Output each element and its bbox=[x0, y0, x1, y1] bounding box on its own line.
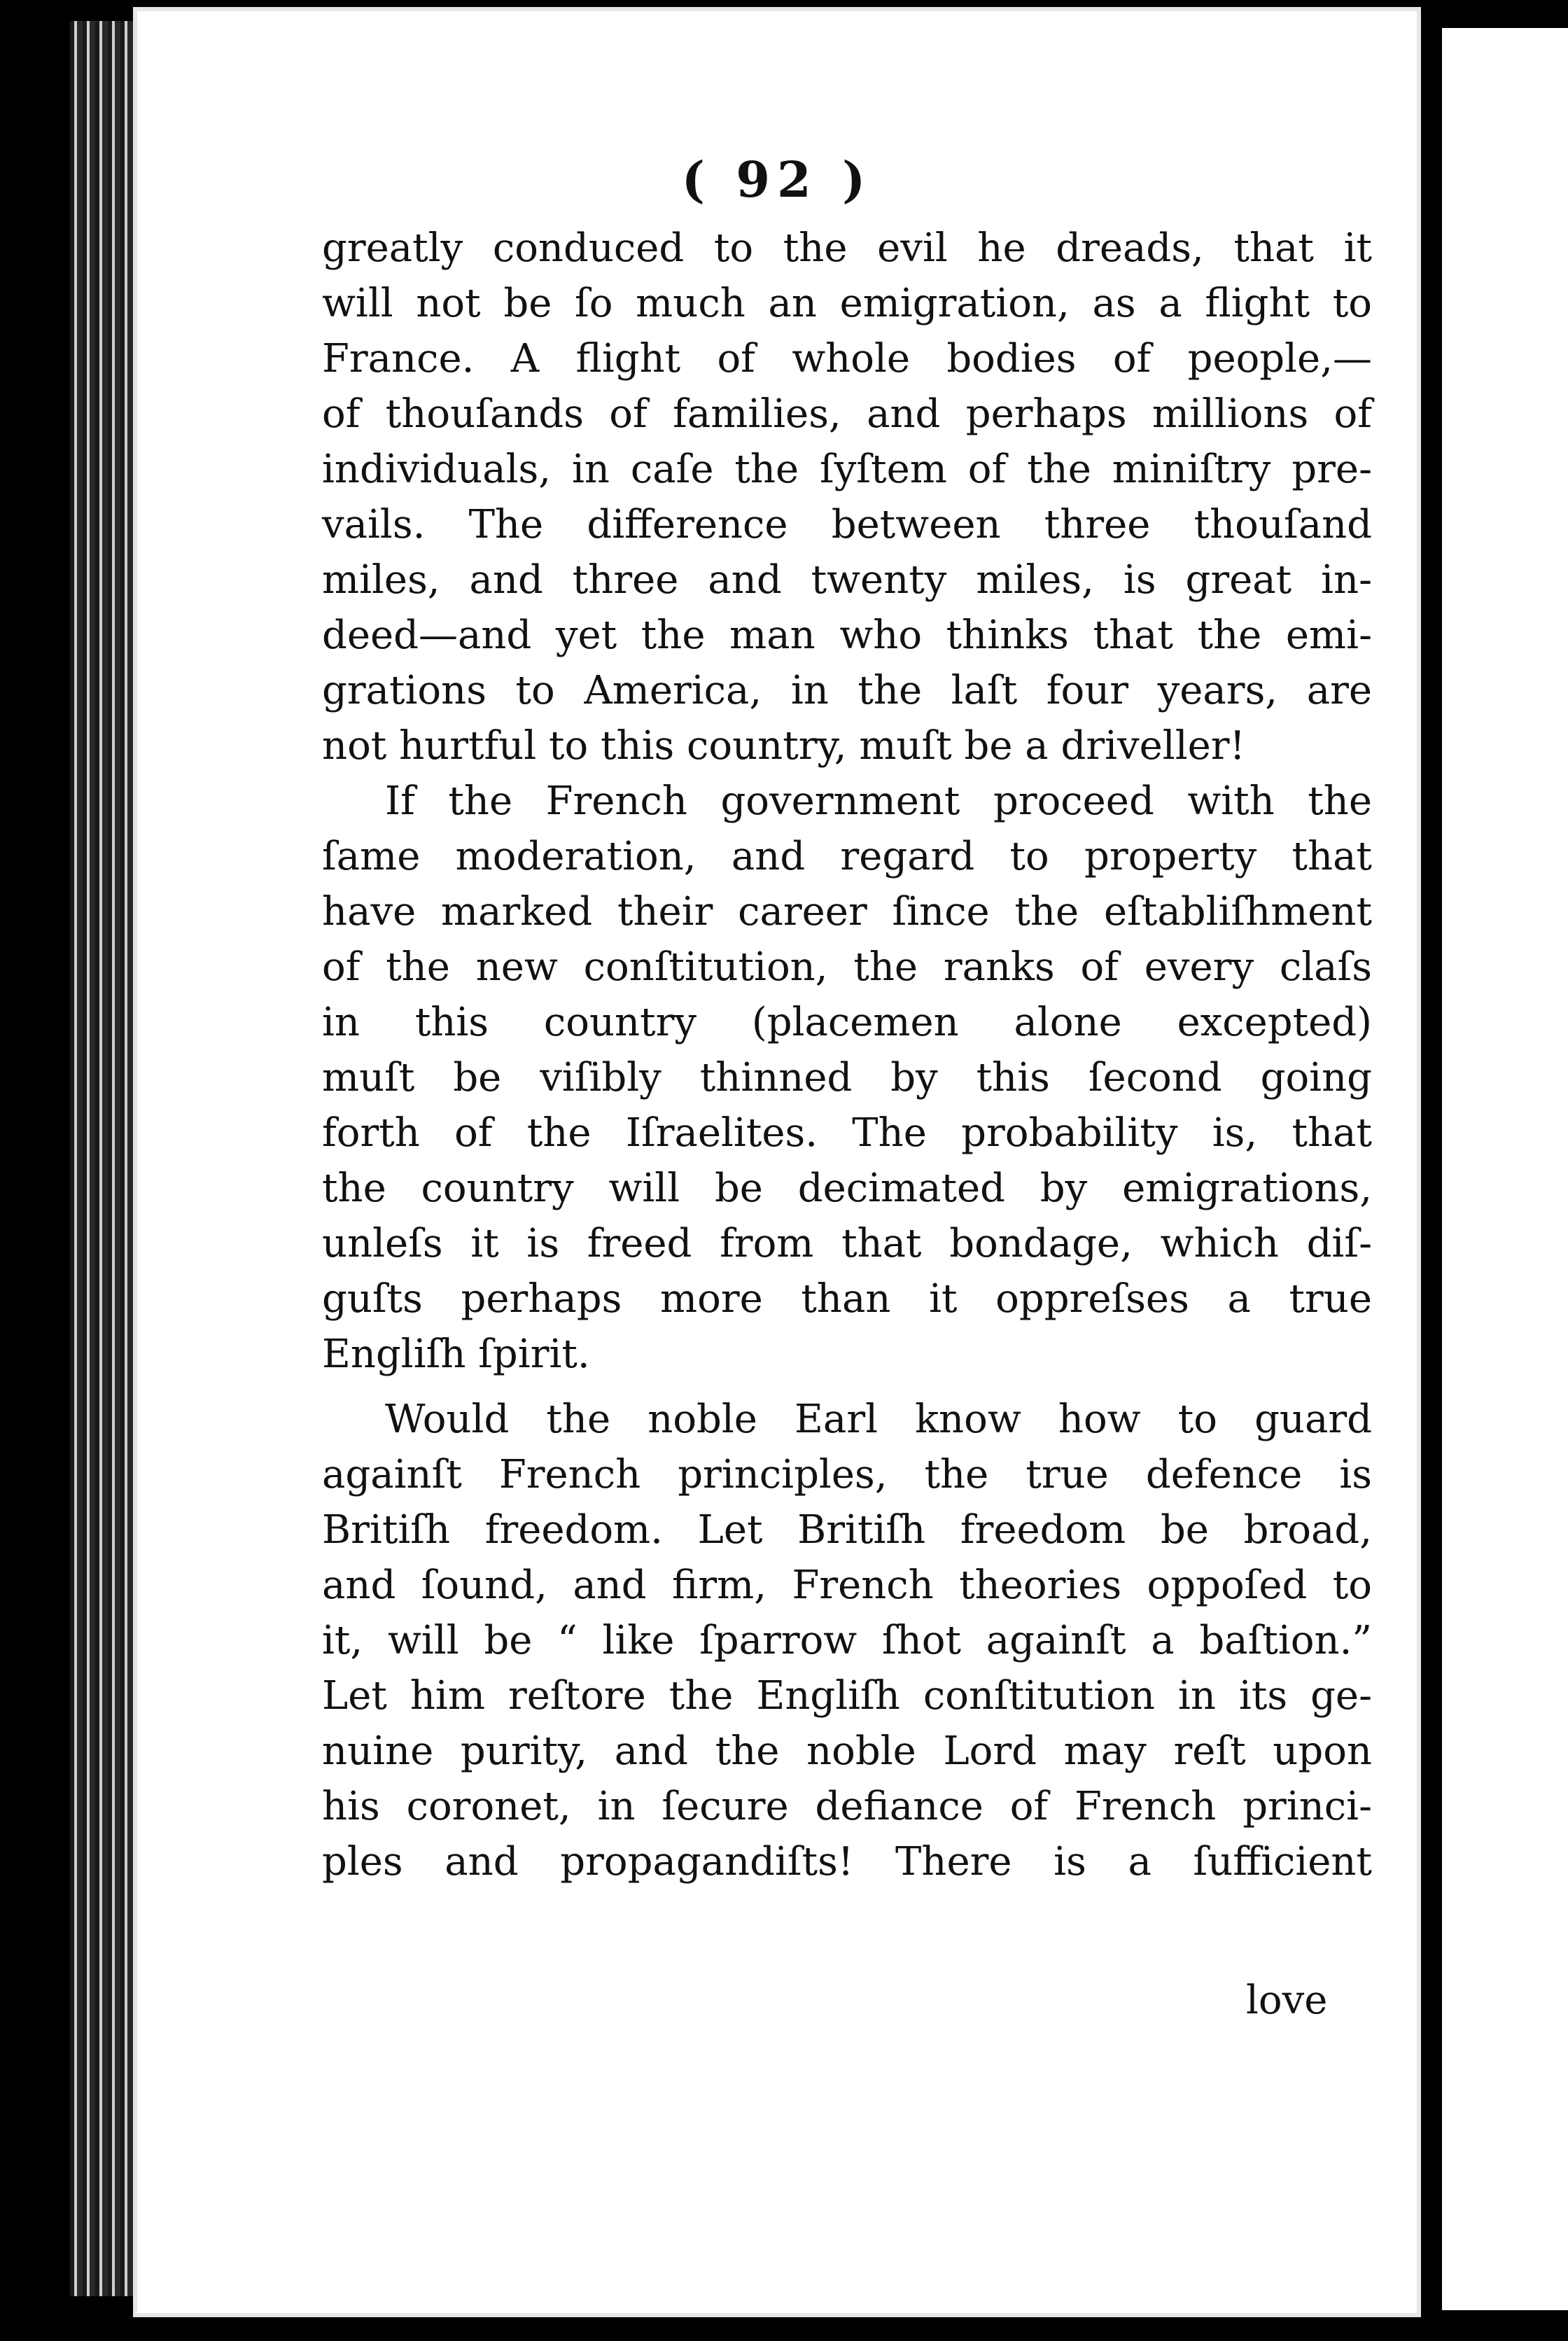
catchword: love bbox=[1246, 1978, 1328, 2023]
text-line: ſame moderation, and regard to property that bbox=[322, 834, 1372, 879]
text-line: vails. The difference between three thouſand bbox=[322, 502, 1372, 547]
text-line: nuine purity, and the noble Lord may reſt upon bbox=[322, 1728, 1372, 1774]
text-line: grations to America, in the laſt four years, are bbox=[322, 668, 1372, 713]
text-line: the country will be decimated by emigrations, bbox=[322, 1166, 1372, 1211]
text-line: of the new conſtitution, the ranks of every claſs bbox=[322, 944, 1372, 990]
text-line: miles, and three and twenty miles, is great in- bbox=[322, 557, 1372, 603]
text-line: greatly conduced to the evil he dreads, that it bbox=[322, 225, 1372, 271]
text-line: muſt be viſibly thinned by this ſecond going bbox=[322, 1055, 1372, 1100]
text-line: Engliſh ſpirit. bbox=[322, 1332, 590, 1377]
text-line: will not be ſo much an emigration, as a flight to bbox=[322, 281, 1372, 326]
text-line: forth of the Iſraelites. The probability is, that bbox=[322, 1110, 1372, 1156]
book-binding-edge bbox=[70, 21, 133, 2296]
text-line: his coronet, in ſecure defiance of French princi- bbox=[322, 1784, 1372, 1829]
text-line: Let him reſtore the Engliſh conſtitution in its ge- bbox=[322, 1673, 1372, 1719]
page-gutter bbox=[1421, 0, 1442, 2341]
text-line: of thouſands of families, and perhaps millions of bbox=[322, 391, 1372, 437]
text-line: Britiſh freedom. Let Britiſh freedom be broad, bbox=[322, 1507, 1372, 1553]
text-line: not hurtful to this country, muſt be a driveller! bbox=[322, 723, 1246, 769]
page-text bbox=[322, 221, 1372, 1889]
page-number: ( 92 ) bbox=[681, 151, 873, 209]
text-line: unleſs it is freed from that bondage, which diſ- bbox=[322, 1221, 1372, 1266]
text-line: individuals, in caſe the ſyſtem of the miniſtry pre- bbox=[322, 447, 1372, 492]
text-line: it, will be “ like ſparrow ſhot againſt a baſtion.” bbox=[322, 1618, 1372, 1663]
text-line: againſt French principles, the true defence is bbox=[322, 1452, 1372, 1497]
text-line: and ſound, and firm, French theories oppoſed to bbox=[322, 1563, 1372, 1608]
text-line: in this country (placemen alone excepted) bbox=[322, 1000, 1372, 1045]
text-line: Would the noble Earl know how to guard bbox=[385, 1397, 1372, 1442]
text-line: deed—and yet the man who thinks that the emi- bbox=[322, 613, 1372, 658]
text-line: have marked their career ſince the eſtabliſhment bbox=[322, 889, 1372, 935]
book-page bbox=[133, 7, 1421, 2317]
text-line: If the French government proceed with the bbox=[385, 778, 1372, 824]
text-line: ples and propagandiſts! There is a ſufficient bbox=[322, 1839, 1372, 1885]
facing-page-edge bbox=[1442, 28, 1568, 2310]
text-line: France. A flight of whole bodies of people,— bbox=[322, 336, 1372, 382]
text-line: guſts perhaps more than it oppreſses a true bbox=[322, 1276, 1372, 1322]
